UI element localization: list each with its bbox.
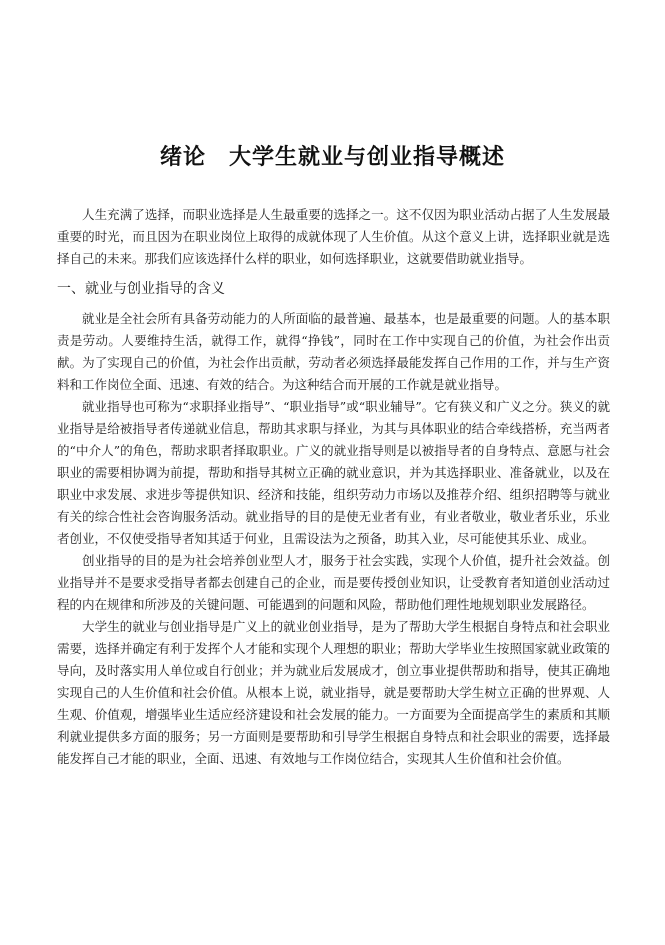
- body-paragraph: 就业是全社会所有具备劳动能力的人所面临的最普遍、最基本，也是最重要的问题。人的基本职责是劳动。人要维持生活，就得工作，就得“挣钱”，同时在工作中实现自己的价值，为社会作出贡献。为了实现自己的价值，为社会作出贡献，劳动者必须选择最能发挥自己作用的工作，并与生产资料和工作岗位全面、迅速、有效的结合。为这种结合而开展的工作就是就业指导。: [57, 311, 610, 392]
- intro-paragraph: 人生充满了选择，而职业选择是人生最重要的选择之一。这不仅因为职业活动占据了人生发展最重要的时光，而且因为在职业岗位上取得的成就体现了人生价值。从这个意义上讲，选择职业就是选择自己的未来。那我们应该选择什么样的职业，如何选择职业，这就要借助就业指导。: [57, 207, 610, 266]
- section-heading: 一、就业与创业指导的含义: [57, 281, 225, 297]
- body-paragraph: 就业指导也可称为“求职择业指导”、“职业指导”或“职业辅导”。它有狭义和广义之分。狭义的就业指导是给被指导者传递就业信息，帮助其求职与择业，为其与具体职业的结合牵线搭桥，充当两者的“中介人”的角色，帮助求职者择取职业。广义的就业指导则是以被指导者的自身特点、意愿与社会职业的需要相协调为前提，帮助和指导其树立正确的就业意识，并为其选择职业、准备就业，以及在职业中求发展、求进步等提供知识、经济和技能，组织劳动力市场以及推荐介绍、组织招聘等与就业有关的综合性社会咨询服务活动。就业指导的目的是使无业者有业，有业者敬业，敬业者乐业，乐业者创业，不仅使受指导者知其适于何业，且需设法为之预备，助其入业，尽可能使其乐业、成业。: [57, 399, 610, 546]
- body-paragraph: 创业指导的目的是为社会培养创业型人才，服务于社会实践，实现个人价值，提升社会效益。创业指导并不是要求受指导者都去创建自己的企业，而是要传授创业知识，让受教育者知道创业活动过程的内在规律和所涉及的关键问题、可能遇到的问题和风险，帮助他们理性地规划职业发展路径。: [57, 553, 610, 612]
- body-content: [57, 204, 610, 770]
- chapter-title: 绪论 大学生就业与创业指导概述: [159, 145, 505, 170]
- body-paragraph: 大学生的就业与创业指导是广义上的就业创业指导，是为了帮助大学生根据自身特点和社会职业需要，选择并确定有利于发挥个人才能和实现个人理想的职业；帮助大学毕业生按照国家就业政策的导向，及时落实用人单位或自行创业；并为就业后发展成才，创立事业提供帮助和指导，使其正确地实现自己的人生价值和社会价值。从根本上说，就业指导，就是要帮助大学生树立正确的世界观、人生观、价值观，增强毕业生适应经济建设和社会发展的能力。一方面要为全面提高学生的素质和其顺利就业提供多方面的服务；另一方面则是要帮助和引导学生根据自身特点和社会职业的需要，选择最能发挥自己才能的职业，全面、迅速、有效地与工作岗位结合，实现其人生价值和社会价值。: [57, 619, 610, 766]
